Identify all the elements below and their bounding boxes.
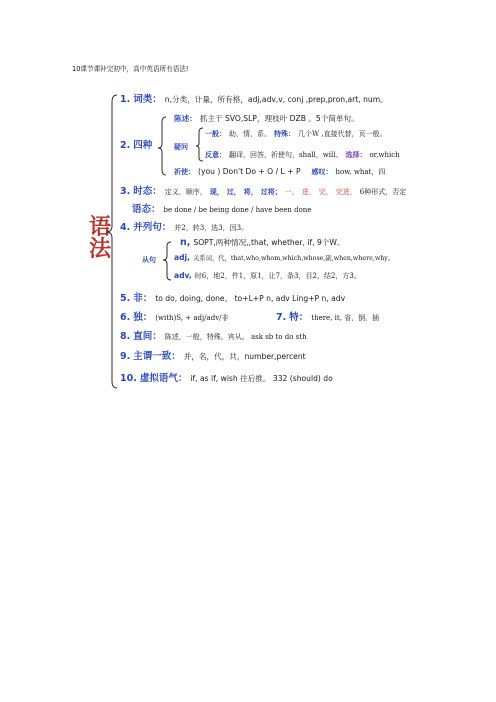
- item-9: [120, 352, 309, 362]
- grammar-label-char-2: 法: [89, 236, 112, 262]
- item-1: [120, 95, 391, 105]
- item-2-number: 2.: [120, 140, 131, 151]
- voice-label: 语态：: [132, 204, 161, 215]
- item-8-number: 8.: [120, 331, 131, 342]
- noun-clause-text: SOPT,两种情况,,that, whether, if, 9个W。: [193, 238, 345, 247]
- item-4: [120, 223, 251, 233]
- question-label: 疑问: [174, 142, 188, 151]
- item-7-title: 特：: [289, 312, 309, 323]
- item-8-text: 陈述，一般，特殊，宾从。 ask sb to do sth: [164, 333, 307, 341]
- item-3-number: 3.: [120, 186, 131, 197]
- imperative-text: (you ) Don't Do + O / L + P: [198, 167, 301, 176]
- general-text: 助，情，系。: [229, 130, 271, 138]
- item-3-title: 时态：: [133, 186, 162, 197]
- clause-adj: [174, 254, 397, 262]
- item-9-title: 主谓一致：: [133, 351, 181, 362]
- item-9-text: 并，名，代，共，number,percent: [183, 352, 306, 361]
- tense-past-future: 过将；: [260, 187, 282, 196]
- tense-past: 过，: [226, 187, 241, 196]
- clause-noun: [180, 238, 348, 248]
- general-question: [205, 130, 390, 138]
- item-5-text: to do, doing, done。 to+L+P n, adv Ling+P n, adv: [155, 294, 346, 303]
- tag-label: 反意：: [205, 150, 226, 159]
- item-2: [120, 141, 155, 151]
- statement-text: 抓主干 SVO,SLP，理枝叶 DZB 。5个简单句。: [199, 114, 359, 123]
- item-10-number: 10.: [120, 373, 137, 384]
- item-7: [276, 313, 382, 323]
- tense-perfect-progressive: 完进，: [335, 188, 357, 196]
- tense-present: 现，: [209, 187, 224, 196]
- page-heading: 10课节课补完初中，高中英语所有语法!: [72, 65, 189, 73]
- item-5: [120, 294, 348, 304]
- voice: [132, 205, 314, 215]
- voice-text: be done / be being done / have been done: [163, 206, 312, 214]
- item-3-text2: 6种形式，否定: [359, 188, 407, 196]
- tense-progressive: 进，: [301, 188, 316, 196]
- item-10-text: if, as if, wish 往后推。 332 (should) do: [190, 374, 333, 383]
- imperative: [174, 168, 388, 176]
- item-8: [120, 332, 310, 342]
- adv-clause-text: 时6，地2，件1，原1，让7，条3，目2，结2，方3。: [194, 272, 361, 280]
- choice-label: 选择：: [345, 150, 367, 159]
- special-text: 几个W ,直接代替，页一般。: [298, 130, 387, 138]
- item-9-number: 9.: [120, 351, 131, 362]
- item-5-title: 非：: [133, 293, 153, 304]
- adj-clause-text: 关系词，代，that,who,whom,which,whose,副,when,where,why。: [193, 255, 395, 262]
- noun-clause-label: n,: [180, 237, 191, 248]
- item-8-title: 直间：: [133, 331, 162, 342]
- clause-label: 从句: [142, 255, 156, 264]
- item-1-number: 1.: [120, 94, 131, 105]
- item-6: [120, 313, 232, 323]
- clause-adv: [174, 272, 364, 280]
- tag-text: 翻译，回答，祈使句，shall，will。: [229, 151, 343, 159]
- tense-perfect: 完，: [318, 188, 333, 196]
- item-1-text: n,分类，计量，所有格，adj,adv,v, conj ,prep,pron,art, num。: [164, 95, 388, 104]
- item-3: [120, 187, 409, 197]
- imperative-label: 祈使：: [174, 167, 195, 176]
- item-4-number: 4.: [120, 222, 131, 233]
- exclamation-text: how, what，四: [335, 168, 386, 176]
- special-label: 特殊：: [274, 129, 295, 138]
- item-6-number: 6.: [120, 312, 131, 323]
- grammar-label-char-1: 语: [89, 214, 112, 240]
- tense-future: 将，: [243, 187, 258, 196]
- item-2-statement: [174, 115, 362, 123]
- exclamation-label: 感叹：: [311, 167, 333, 176]
- general-label: 一般：: [205, 129, 226, 138]
- item-7-number: 7.: [276, 312, 287, 323]
- item-1-title: 词类：: [133, 94, 162, 105]
- tense-simple: 一，: [284, 188, 299, 196]
- adv-clause-label: adv,: [174, 271, 192, 280]
- item-10: [120, 374, 336, 384]
- item-4-text: 并2，转3，选3，因3。: [174, 224, 249, 232]
- item-6-title: 独：: [133, 312, 153, 323]
- choice-text: or,which: [369, 151, 400, 159]
- item-6-text: (with)S, + adj/adv/非: [155, 314, 229, 322]
- item-2-title: 四种: [133, 140, 153, 151]
- item-5-number: 5.: [120, 293, 131, 304]
- item-7-text: there, it, 省，倒，插: [311, 314, 380, 322]
- item-4-title: 并列句：: [133, 222, 172, 233]
- statement-label: 陈述：: [174, 114, 197, 123]
- tag-question: [205, 151, 403, 159]
- item-10-title: 虚拟语气：: [139, 373, 188, 384]
- adj-clause-label: adj,: [174, 253, 191, 262]
- item-3-text: 定义，顺序，: [164, 188, 207, 196]
